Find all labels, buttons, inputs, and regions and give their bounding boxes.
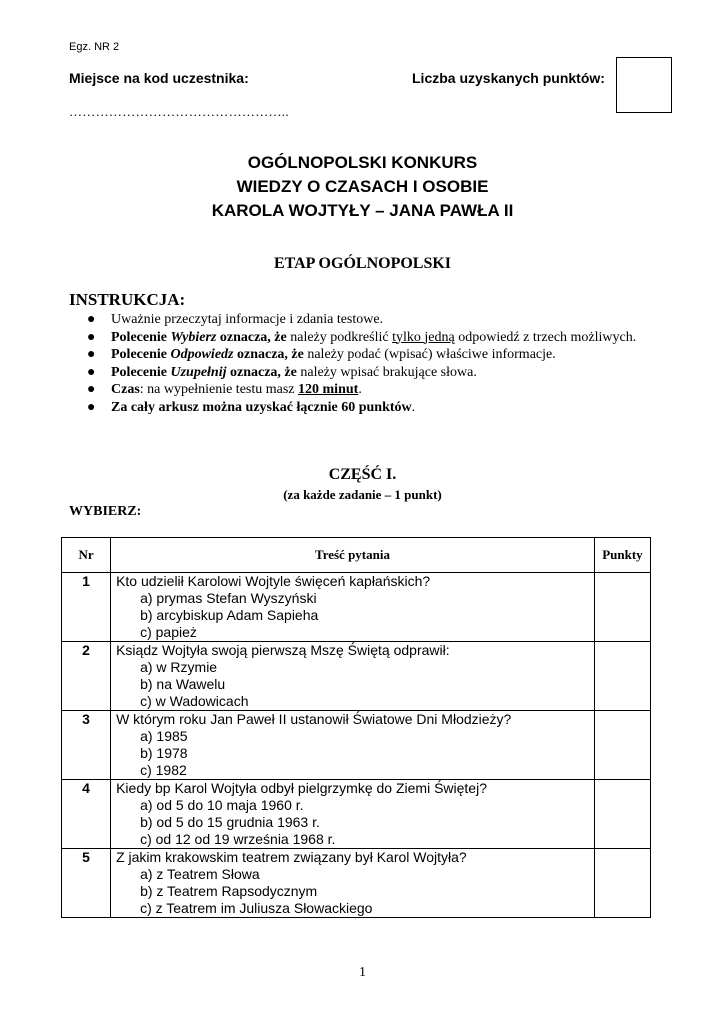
question-number: 2 [62,642,111,711]
table-row [62,642,651,711]
bullet-icon: ● [87,382,96,397]
question-text: W którym roku Jan Paweł II ustanowił Światowe Dni Młodzieży? [116,711,512,727]
question-cell [111,780,595,849]
instruction-item: ● Polecenie Wybierz oznacza, że należy podkreślić tylko jedną odpowiedź z trzech możliwych. [87,329,637,345]
points-box[interactable] [616,57,672,113]
title-line-3: KAROLA WOJTYŁY – JANA PAWŁA II [211,201,514,220]
code-placeholder-dots: ………………………………………….. [69,104,289,119]
question-number: 5 [62,849,111,918]
answer-option-b[interactable]: b) od 5 do 15 grudnia 1963 r. [140,814,320,830]
question-number: 3 [62,711,111,780]
instructions-heading: INSTRUKCJA: [69,290,186,309]
header-question: Treść pytania [111,538,595,573]
stage-title: ETAP OGÓLNOPOLSKI [273,255,452,272]
question-number: 1 [62,573,111,642]
table-row [62,573,651,642]
bullet-icon: ● [87,329,96,345]
question-text: Kiedy bp Karol Wojtyła odbył pielgrzymkę do Ziemi Świętej? [116,780,487,796]
answer-option-b[interactable]: b) z Teatrem Rapsodycznym [140,883,318,899]
bullet-icon: ● [87,364,96,380]
answer-option-a[interactable]: a) z Teatrem Słowa [140,866,260,882]
question-text: Ksiądz Wojtyła swoją pierwszą Mszę Świętą odprawił: [116,642,450,658]
part-subtitle: (za każde zadanie – 1 punkt) [283,487,442,502]
question-cell [111,642,595,711]
header-nr: Nr [62,538,111,573]
question-cell [111,849,595,918]
copy-number: Egz. NR 2 [69,41,120,53]
header-points: Punkty [594,538,650,573]
questions-table [61,537,651,918]
participant-code-label: Miejsce na kod uczestnika: [69,70,249,86]
question-text: Z jakim krakowskim teatrem związany był Karol Wojtyła? [116,849,467,865]
points-cell[interactable] [594,573,650,642]
question-text: Kto udzielił Karolowi Wojtyle święceń kapłańskich? [116,573,431,589]
points-label: Liczba uzyskanych punktów: [412,70,605,86]
choose-command: WYBIERZ: [69,504,142,519]
contest-title [0,151,725,223]
instruction-item: ● Czas: na wypełnienie testu masz 120 minut. [87,382,362,397]
instructions-list [83,311,656,416]
page-number: 1 [359,965,366,980]
instruction-item: ● Polecenie Uzupełnij oznacza, że należy wpisać brakujące słowa. [87,364,477,380]
question-cell [111,573,595,642]
answer-option-b[interactable]: b) arcybiskup Adam Sapieha [140,607,319,623]
bullet-icon: ● [87,312,96,327]
points-cell[interactable] [594,849,650,918]
answer-option-c[interactable]: c) papież [140,624,197,640]
bullet-icon: ● [87,399,96,415]
answer-option-c[interactable]: c) od 12 od 19 września 1968 r. [140,831,336,847]
points-cell[interactable] [594,711,650,780]
question-cell [111,711,595,780]
answer-option-a[interactable]: a) od 5 do 10 maja 1960 r. [140,797,304,813]
answer-option-c[interactable]: c) 1982 [140,762,187,778]
instruction-item: ● Uważnie przeczytaj informacje i zdania testowe. [87,312,384,327]
instruction-item: ● Za cały arkusz można uzyskać łącznie 60 punktów. [87,399,416,415]
table-header-row [62,538,651,573]
points-cell[interactable] [594,780,650,849]
answer-option-a[interactable]: a) 1985 [140,728,188,744]
title-line-1: OGÓLNOPOLSKI KONKURS [247,153,478,172]
table-row [62,780,651,849]
question-number: 4 [62,780,111,849]
answer-option-c[interactable]: c) w Wadowicach [140,693,249,709]
bullet-icon: ● [87,347,96,362]
answer-option-a[interactable]: a) prymas Stefan Wyszyński [140,590,317,606]
answer-option-b[interactable]: b) 1978 [140,745,188,761]
answer-option-a[interactable]: a) w Rzymie [140,659,218,675]
instruction-item: ● Polecenie Odpowiedz oznacza, że należy podać (wpisać) właściwe informacje. [87,347,556,362]
part-title: CZĘŚĆ I. [328,466,397,483]
answer-option-b[interactable]: b) na Wawelu [140,676,226,692]
table-row [62,711,651,780]
points-cell[interactable] [594,642,650,711]
title-line-2: WIEDZY O CZASACH I OSOBIE [236,177,489,196]
table-row [62,849,651,918]
answer-option-c[interactable]: c) z Teatrem im Juliusza Słowackiego [140,900,373,916]
